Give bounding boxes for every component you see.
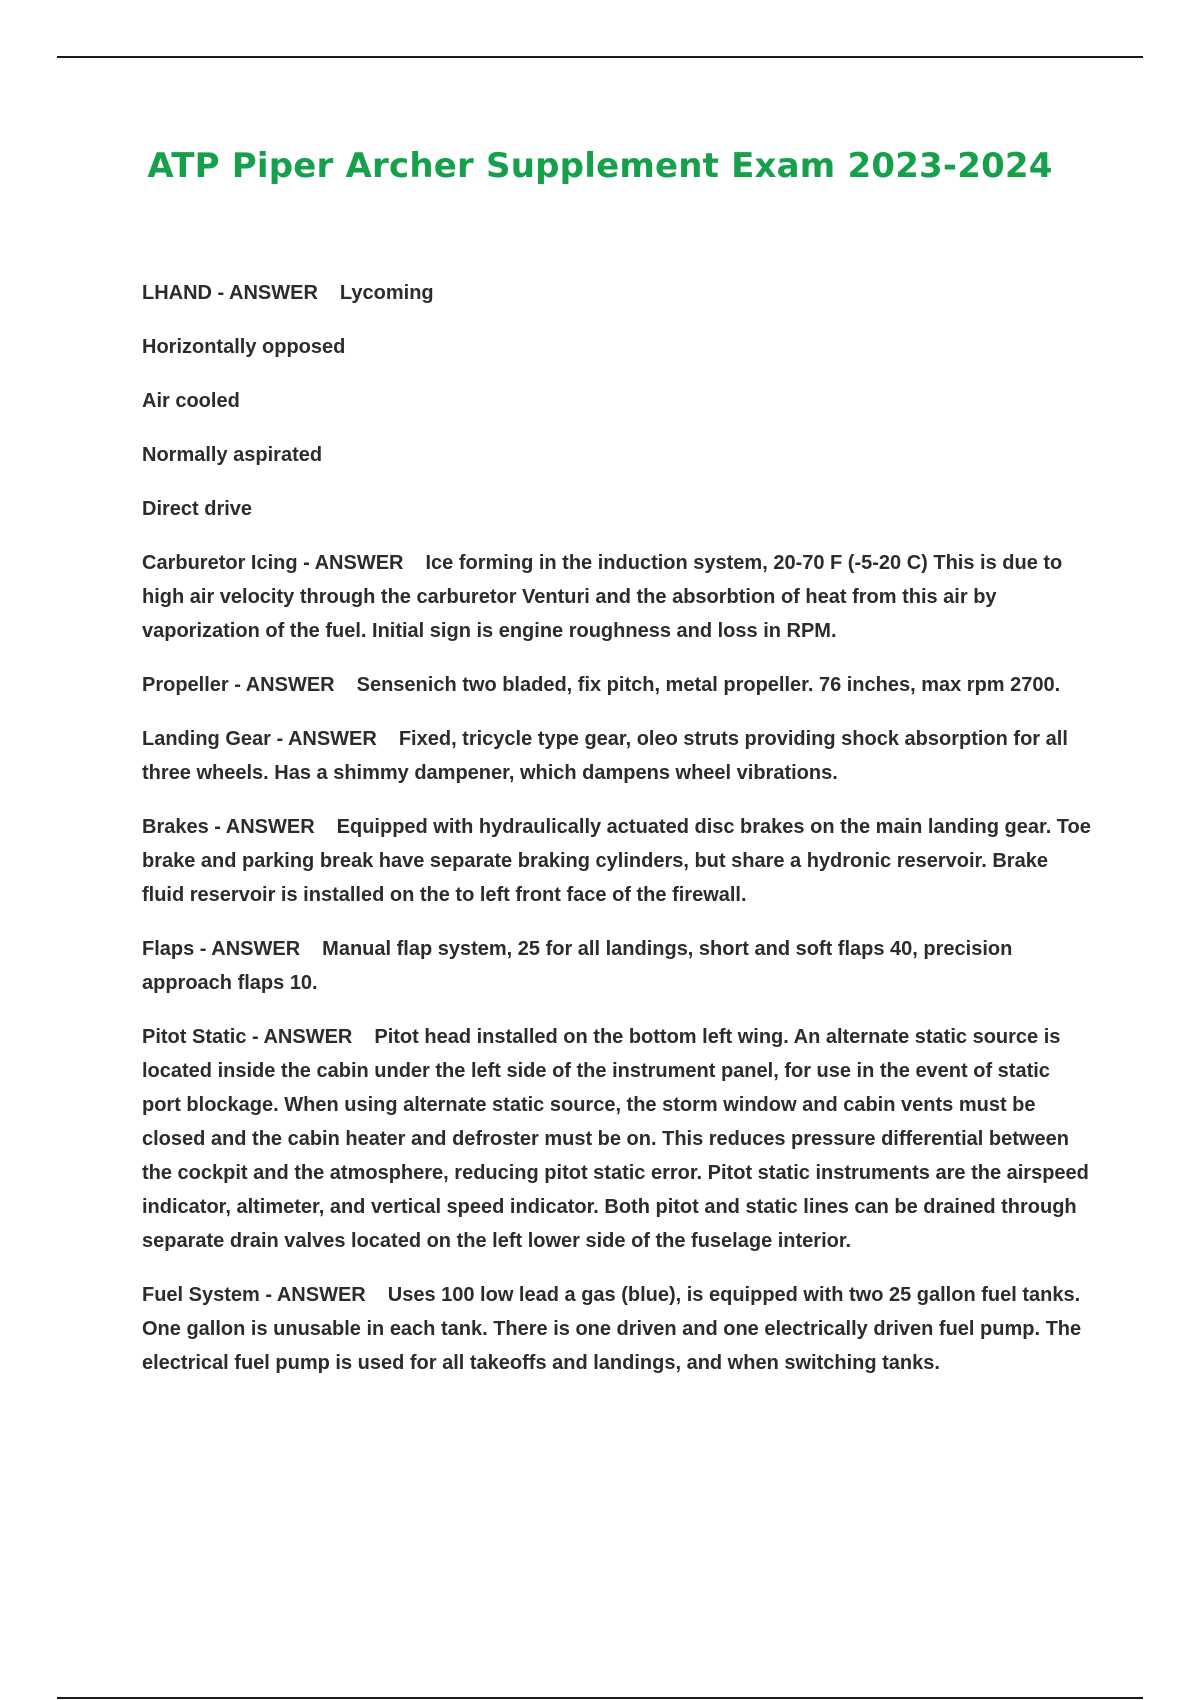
question-term: Brakes - ANSWER bbox=[142, 816, 315, 838]
question-term: Carburetor Icing - ANSWER bbox=[142, 552, 404, 574]
qa-pitot-static bbox=[142, 1020, 1092, 1258]
question-term: Flaps - ANSWER bbox=[142, 938, 301, 960]
answer-text: Fixed, tricycle type gear, oleo struts providing shock absorption for all three wheels. Has a shimmy dampener, which dampens wheel vibrations. bbox=[142, 728, 1068, 784]
answer-text: Lycoming bbox=[339, 282, 434, 304]
qa-propeller bbox=[142, 668, 1092, 702]
document-body bbox=[142, 276, 1092, 1400]
document-title: ATP Piper Archer Supplement Exam 2023-2024 bbox=[147, 146, 1053, 186]
question-term: Fuel System - ANSWER bbox=[142, 1284, 366, 1306]
answer-text: Ice forming in the induction system, 20-70 F (-5-20 C) This is due to high air velocity through the carburetor Venturi and the absorbtion of heat from this air by vaporization of the fuel. Initial sign is engine roughness and loss in RPM. bbox=[142, 552, 1063, 642]
answer-line-normally-aspirated: Normally aspirated bbox=[142, 444, 323, 466]
top-rule bbox=[57, 56, 1143, 58]
qa-flaps bbox=[142, 932, 1092, 1000]
answer-text: Manual flap system, 25 for all landings, short and soft flaps 40, precision approach flaps 10. bbox=[142, 938, 1013, 994]
qa-landing-gear bbox=[142, 722, 1092, 790]
answer-line-air-cooled: Air cooled bbox=[142, 390, 240, 412]
qa-brakes bbox=[142, 810, 1092, 912]
bottom-rule bbox=[57, 1697, 1143, 1699]
answer-line-horizontally-opposed: Horizontally opposed bbox=[142, 336, 346, 358]
question-term: Propeller - ANSWER bbox=[142, 674, 335, 696]
answer-text: Pitot head installed on the bottom left wing. An alternate static source is located inside the cabin under the left side of the instrument panel, for use in the event of static port blockage. When using alternate static source, the storm window and cabin vents must be closed and the cabin heater and defroster must be on. This reduces pressure differential between the cockpit and the atmosphere, reducing pitot static error. Pitot static instruments are the airspeed indicator, altimeter, and vertical speed indicator. Both pitot and static lines can be drained through separate drain valves located on the left lower side of the fuselage interior. bbox=[142, 1026, 1089, 1252]
qa-fuel-system bbox=[142, 1278, 1092, 1380]
qa-carburetor-icing bbox=[142, 546, 1092, 648]
answer-line-direct-drive: Direct drive bbox=[142, 498, 253, 520]
answer-text: Equipped with hydraulically actuated disc brakes on the main landing gear. Toe brake and parking break have separate braking cylinders, but share a hydronic reservoir. Brake fluid reservoir is installed on the to left front face of the firewall. bbox=[142, 816, 1091, 906]
qa-lhand bbox=[142, 276, 1092, 310]
question-term: Pitot Static - ANSWER bbox=[142, 1026, 353, 1048]
answer-text: Sensenich two bladed, fix pitch, metal propeller. 76 inches, max rpm 2700. bbox=[356, 674, 1061, 696]
answer-text: Uses 100 low lead a gas (blue), is equipped with two 25 gallon fuel tanks. One gallon is unusable in each tank. There is one driven and one electrically driven fuel pump. The electrical fuel pump is used for all takeoffs and landings, and when switching tanks. bbox=[142, 1284, 1082, 1374]
question-term: Landing Gear - ANSWER bbox=[142, 728, 377, 750]
question-term: LHAND - ANSWER bbox=[142, 282, 318, 304]
